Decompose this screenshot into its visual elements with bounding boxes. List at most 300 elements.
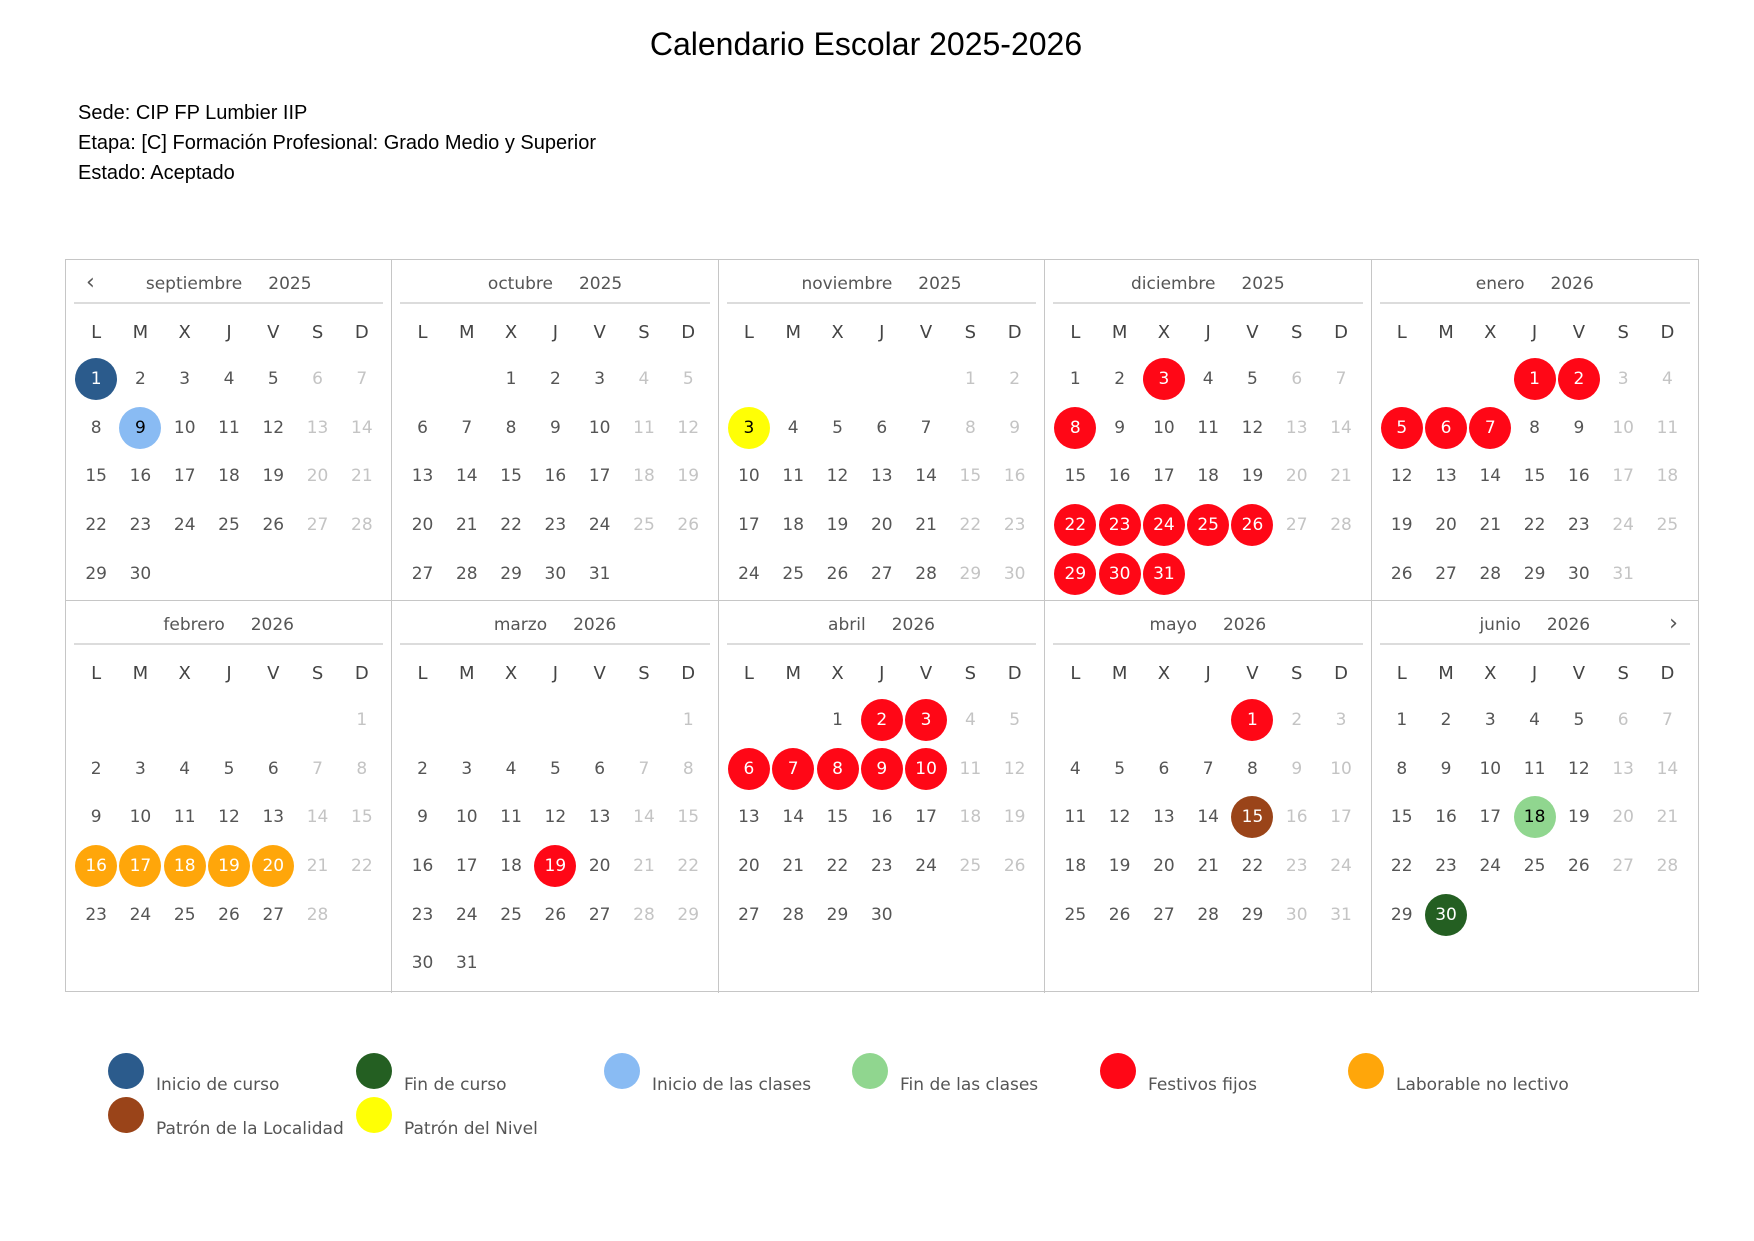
day-cell[interactable] (533, 549, 577, 598)
day-cell[interactable] (207, 745, 251, 794)
day-cell[interactable] (1053, 842, 1097, 891)
day-cell[interactable] (1142, 549, 1186, 598)
day-cell[interactable] (533, 745, 577, 794)
day-cell[interactable] (1053, 501, 1097, 550)
day-cell[interactable] (1601, 452, 1645, 501)
day-cell[interactable] (533, 842, 577, 891)
day-cell[interactable] (1512, 842, 1556, 891)
day-cell[interactable] (1097, 793, 1141, 842)
day-cell[interactable] (1468, 501, 1512, 550)
day-cell[interactable] (1186, 842, 1230, 891)
day-cell[interactable] (727, 549, 771, 598)
day-cell[interactable] (1097, 549, 1141, 598)
day-cell[interactable] (251, 793, 295, 842)
chevron-right-icon[interactable]: › (1669, 611, 1678, 636)
day-cell[interactable] (163, 452, 207, 501)
day-cell[interactable] (340, 745, 384, 794)
day-cell[interactable] (993, 842, 1037, 891)
day-cell[interactable] (1468, 842, 1512, 891)
day-cell[interactable] (251, 501, 295, 550)
day-cell[interactable] (815, 404, 859, 453)
day-cell[interactable] (727, 501, 771, 550)
day-cell[interactable] (815, 890, 859, 939)
day-cell[interactable] (1275, 745, 1319, 794)
day-cell[interactable] (622, 890, 666, 939)
day-cell[interactable] (118, 355, 162, 404)
day-cell[interactable] (578, 842, 622, 891)
day-cell[interactable] (118, 745, 162, 794)
day-cell[interactable] (904, 793, 948, 842)
day-cell[interactable] (1645, 696, 1689, 745)
day-cell[interactable] (1142, 842, 1186, 891)
day-cell[interactable] (666, 890, 710, 939)
day-cell[interactable] (860, 842, 904, 891)
day-cell[interactable] (1424, 696, 1468, 745)
day-cell[interactable] (948, 355, 992, 404)
day-cell[interactable] (1601, 745, 1645, 794)
day-cell[interactable] (207, 890, 251, 939)
day-cell[interactable] (622, 404, 666, 453)
day-cell[interactable] (771, 842, 815, 891)
day-cell[interactable] (74, 404, 118, 453)
day-cell[interactable] (1319, 745, 1363, 794)
day-cell[interactable] (771, 793, 815, 842)
day-cell[interactable] (1053, 452, 1097, 501)
day-cell[interactable] (1186, 404, 1230, 453)
day-cell[interactable] (1097, 452, 1141, 501)
day-cell[interactable] (1380, 842, 1424, 891)
day-cell[interactable] (340, 404, 384, 453)
day-cell[interactable] (666, 355, 710, 404)
day-cell[interactable] (445, 404, 489, 453)
day-cell[interactable] (1512, 793, 1556, 842)
day-cell[interactable] (251, 842, 295, 891)
day-cell[interactable] (727, 404, 771, 453)
day-cell[interactable] (1186, 745, 1230, 794)
day-cell[interactable] (1319, 890, 1363, 939)
day-cell[interactable] (860, 745, 904, 794)
day-cell[interactable] (1275, 501, 1319, 550)
day-cell[interactable] (1319, 452, 1363, 501)
day-cell[interactable] (74, 793, 118, 842)
day-cell[interactable] (578, 745, 622, 794)
day-cell[interactable] (1053, 549, 1097, 598)
day-cell[interactable] (1230, 355, 1274, 404)
day-cell[interactable] (993, 404, 1037, 453)
day-cell[interactable] (771, 890, 815, 939)
day-cell[interactable] (1557, 842, 1601, 891)
day-cell[interactable] (1380, 696, 1424, 745)
day-cell[interactable] (1275, 842, 1319, 891)
day-cell[interactable] (1601, 696, 1645, 745)
day-cell[interactable] (489, 404, 533, 453)
day-cell[interactable] (207, 404, 251, 453)
day-cell[interactable] (622, 793, 666, 842)
day-cell[interactable] (118, 793, 162, 842)
day-cell[interactable] (445, 939, 489, 988)
day-cell[interactable] (1142, 793, 1186, 842)
day-cell[interactable] (400, 793, 444, 842)
day-cell[interactable] (207, 452, 251, 501)
day-cell[interactable] (904, 501, 948, 550)
day-cell[interactable] (1380, 793, 1424, 842)
day-cell[interactable] (1380, 452, 1424, 501)
day-cell[interactable] (1645, 745, 1689, 794)
day-cell[interactable] (74, 842, 118, 891)
day-cell[interactable] (578, 452, 622, 501)
day-cell[interactable] (860, 696, 904, 745)
day-cell[interactable] (622, 745, 666, 794)
day-cell[interactable] (1097, 842, 1141, 891)
day-cell[interactable] (163, 355, 207, 404)
day-cell[interactable] (1186, 501, 1230, 550)
day-cell[interactable] (1053, 355, 1097, 404)
day-cell[interactable] (948, 404, 992, 453)
day-cell[interactable] (666, 842, 710, 891)
day-cell[interactable] (163, 842, 207, 891)
day-cell[interactable] (1557, 501, 1601, 550)
day-cell[interactable] (295, 501, 339, 550)
day-cell[interactable] (1468, 696, 1512, 745)
day-cell[interactable] (1601, 501, 1645, 550)
day-cell[interactable] (1230, 501, 1274, 550)
day-cell[interactable] (727, 890, 771, 939)
day-cell[interactable] (118, 549, 162, 598)
day-cell[interactable] (904, 452, 948, 501)
day-cell[interactable] (445, 890, 489, 939)
chevron-left-icon[interactable]: ‹ (86, 270, 95, 295)
day-cell[interactable] (1186, 452, 1230, 501)
day-cell[interactable] (1142, 501, 1186, 550)
day-cell[interactable] (948, 549, 992, 598)
day-cell[interactable] (118, 890, 162, 939)
day-cell[interactable] (727, 793, 771, 842)
day-cell[interactable] (1275, 793, 1319, 842)
day-cell[interactable] (1601, 842, 1645, 891)
day-cell[interactable] (295, 404, 339, 453)
day-cell[interactable] (1319, 501, 1363, 550)
day-cell[interactable] (1512, 745, 1556, 794)
day-cell[interactable] (1186, 890, 1230, 939)
day-cell[interactable] (400, 890, 444, 939)
day-cell[interactable] (1468, 549, 1512, 598)
day-cell[interactable] (904, 549, 948, 598)
day-cell[interactable] (489, 452, 533, 501)
day-cell[interactable] (489, 745, 533, 794)
day-cell[interactable] (1557, 745, 1601, 794)
day-cell[interactable] (948, 745, 992, 794)
day-cell[interactable] (251, 452, 295, 501)
day-cell[interactable] (1424, 890, 1468, 939)
day-cell[interactable] (860, 452, 904, 501)
day-cell[interactable] (1230, 842, 1274, 891)
day-cell[interactable] (1230, 890, 1274, 939)
day-cell[interactable] (860, 549, 904, 598)
day-cell[interactable] (815, 745, 859, 794)
day-cell[interactable] (1380, 890, 1424, 939)
day-cell[interactable] (295, 793, 339, 842)
day-cell[interactable] (1601, 549, 1645, 598)
day-cell[interactable] (1319, 696, 1363, 745)
day-cell[interactable] (207, 793, 251, 842)
day-cell[interactable] (400, 939, 444, 988)
day-cell[interactable] (815, 549, 859, 598)
day-cell[interactable] (1557, 793, 1601, 842)
day-cell[interactable] (993, 549, 1037, 598)
day-cell[interactable] (1645, 501, 1689, 550)
day-cell[interactable] (340, 842, 384, 891)
day-cell[interactable] (445, 745, 489, 794)
day-cell[interactable] (1468, 793, 1512, 842)
day-cell[interactable] (118, 404, 162, 453)
day-cell[interactable] (815, 842, 859, 891)
day-cell[interactable] (489, 793, 533, 842)
day-cell[interactable] (445, 452, 489, 501)
day-cell[interactable] (295, 890, 339, 939)
day-cell[interactable] (445, 842, 489, 891)
day-cell[interactable] (860, 404, 904, 453)
day-cell[interactable] (578, 549, 622, 598)
day-cell[interactable] (1512, 501, 1556, 550)
day-cell[interactable] (1424, 501, 1468, 550)
day-cell[interactable] (578, 501, 622, 550)
day-cell[interactable] (1512, 452, 1556, 501)
day-cell[interactable] (1097, 355, 1141, 404)
day-cell[interactable] (1230, 404, 1274, 453)
day-cell[interactable] (118, 842, 162, 891)
day-cell[interactable] (1186, 355, 1230, 404)
day-cell[interactable] (489, 842, 533, 891)
day-cell[interactable] (1186, 793, 1230, 842)
day-cell[interactable] (948, 842, 992, 891)
day-cell[interactable] (815, 696, 859, 745)
day-cell[interactable] (1097, 404, 1141, 453)
day-cell[interactable] (1053, 793, 1097, 842)
day-cell[interactable] (489, 549, 533, 598)
day-cell[interactable] (1142, 404, 1186, 453)
day-cell[interactable] (1230, 745, 1274, 794)
day-cell[interactable] (251, 404, 295, 453)
day-cell[interactable] (1380, 404, 1424, 453)
day-cell[interactable] (666, 696, 710, 745)
day-cell[interactable] (340, 501, 384, 550)
day-cell[interactable] (622, 501, 666, 550)
day-cell[interactable] (251, 355, 295, 404)
day-cell[interactable] (295, 355, 339, 404)
day-cell[interactable] (771, 745, 815, 794)
day-cell[interactable] (1319, 404, 1363, 453)
day-cell[interactable] (340, 793, 384, 842)
day-cell[interactable] (578, 793, 622, 842)
day-cell[interactable] (533, 890, 577, 939)
day-cell[interactable] (163, 745, 207, 794)
day-cell[interactable] (74, 355, 118, 404)
day-cell[interactable] (1424, 452, 1468, 501)
day-cell[interactable] (948, 452, 992, 501)
day-cell[interactable] (163, 404, 207, 453)
day-cell[interactable] (1512, 404, 1556, 453)
day-cell[interactable] (533, 355, 577, 404)
day-cell[interactable] (948, 501, 992, 550)
day-cell[interactable] (1097, 890, 1141, 939)
day-cell[interactable] (1380, 501, 1424, 550)
day-cell[interactable] (1424, 549, 1468, 598)
day-cell[interactable] (1645, 842, 1689, 891)
day-cell[interactable] (533, 404, 577, 453)
day-cell[interactable] (400, 745, 444, 794)
day-cell[interactable] (489, 355, 533, 404)
day-cell[interactable] (860, 501, 904, 550)
day-cell[interactable] (1424, 404, 1468, 453)
day-cell[interactable] (118, 501, 162, 550)
day-cell[interactable] (340, 355, 384, 404)
day-cell[interactable] (993, 452, 1037, 501)
day-cell[interactable] (666, 452, 710, 501)
day-cell[interactable] (666, 745, 710, 794)
day-cell[interactable] (163, 890, 207, 939)
day-cell[interactable] (400, 842, 444, 891)
day-cell[interactable] (1142, 745, 1186, 794)
day-cell[interactable] (771, 404, 815, 453)
day-cell[interactable] (1601, 355, 1645, 404)
day-cell[interactable] (163, 793, 207, 842)
day-cell[interactable] (489, 890, 533, 939)
day-cell[interactable] (1142, 890, 1186, 939)
day-cell[interactable] (1512, 696, 1556, 745)
day-cell[interactable] (1557, 696, 1601, 745)
day-cell[interactable] (400, 452, 444, 501)
day-cell[interactable] (1380, 745, 1424, 794)
day-cell[interactable] (118, 452, 162, 501)
day-cell[interactable] (666, 793, 710, 842)
day-cell[interactable] (207, 355, 251, 404)
day-cell[interactable] (1142, 355, 1186, 404)
day-cell[interactable] (948, 696, 992, 745)
day-cell[interactable] (622, 842, 666, 891)
day-cell[interactable] (1275, 696, 1319, 745)
day-cell[interactable] (1557, 549, 1601, 598)
day-cell[interactable] (1275, 355, 1319, 404)
day-cell[interactable] (1512, 549, 1556, 598)
day-cell[interactable] (578, 890, 622, 939)
day-cell[interactable] (1512, 355, 1556, 404)
day-cell[interactable] (904, 696, 948, 745)
day-cell[interactable] (207, 842, 251, 891)
day-cell[interactable] (533, 793, 577, 842)
day-cell[interactable] (340, 452, 384, 501)
day-cell[interactable] (993, 355, 1037, 404)
day-cell[interactable] (1230, 452, 1274, 501)
day-cell[interactable] (993, 793, 1037, 842)
day-cell[interactable] (1468, 404, 1512, 453)
day-cell[interactable] (251, 890, 295, 939)
day-cell[interactable] (666, 404, 710, 453)
day-cell[interactable] (1319, 793, 1363, 842)
day-cell[interactable] (771, 501, 815, 550)
day-cell[interactable] (1097, 745, 1141, 794)
day-cell[interactable] (1230, 696, 1274, 745)
day-cell[interactable] (1645, 793, 1689, 842)
day-cell[interactable] (340, 696, 384, 745)
day-cell[interactable] (771, 549, 815, 598)
day-cell[interactable] (1275, 890, 1319, 939)
day-cell[interactable] (1097, 501, 1141, 550)
day-cell[interactable] (295, 842, 339, 891)
day-cell[interactable] (1468, 745, 1512, 794)
day-cell[interactable] (1275, 452, 1319, 501)
day-cell[interactable] (1319, 355, 1363, 404)
day-cell[interactable] (1601, 404, 1645, 453)
day-cell[interactable] (1424, 793, 1468, 842)
day-cell[interactable] (1645, 452, 1689, 501)
day-cell[interactable] (533, 501, 577, 550)
day-cell[interactable] (445, 793, 489, 842)
day-cell[interactable] (815, 793, 859, 842)
day-cell[interactable] (1275, 404, 1319, 453)
day-cell[interactable] (860, 890, 904, 939)
day-cell[interactable] (1053, 890, 1097, 939)
day-cell[interactable] (904, 404, 948, 453)
day-cell[interactable] (1053, 745, 1097, 794)
day-cell[interactable] (74, 501, 118, 550)
day-cell[interactable] (74, 452, 118, 501)
day-cell[interactable] (1645, 355, 1689, 404)
day-cell[interactable] (400, 404, 444, 453)
day-cell[interactable] (445, 501, 489, 550)
day-cell[interactable] (533, 452, 577, 501)
day-cell[interactable] (771, 452, 815, 501)
day-cell[interactable] (74, 890, 118, 939)
day-cell[interactable] (1468, 452, 1512, 501)
day-cell[interactable] (1645, 404, 1689, 453)
day-cell[interactable] (993, 696, 1037, 745)
day-cell[interactable] (904, 745, 948, 794)
day-cell[interactable] (815, 501, 859, 550)
day-cell[interactable] (1380, 549, 1424, 598)
day-cell[interactable] (1142, 452, 1186, 501)
day-cell[interactable] (1230, 793, 1274, 842)
day-cell[interactable] (993, 745, 1037, 794)
day-cell[interactable] (445, 549, 489, 598)
day-cell[interactable] (251, 745, 295, 794)
day-cell[interactable] (163, 501, 207, 550)
day-cell[interactable] (400, 549, 444, 598)
day-cell[interactable] (1557, 355, 1601, 404)
day-cell[interactable] (1557, 452, 1601, 501)
day-cell[interactable] (727, 452, 771, 501)
day-cell[interactable] (74, 745, 118, 794)
day-cell[interactable] (1424, 842, 1468, 891)
day-cell[interactable] (815, 452, 859, 501)
day-cell[interactable] (993, 501, 1037, 550)
day-cell[interactable] (74, 549, 118, 598)
day-cell[interactable] (1557, 404, 1601, 453)
day-cell[interactable] (400, 501, 444, 550)
day-cell[interactable] (1601, 793, 1645, 842)
day-cell[interactable] (1053, 404, 1097, 453)
day-cell[interactable] (622, 452, 666, 501)
day-cell[interactable] (207, 501, 251, 550)
day-cell[interactable] (860, 793, 904, 842)
day-cell[interactable] (904, 842, 948, 891)
day-cell[interactable] (948, 793, 992, 842)
day-cell[interactable] (578, 404, 622, 453)
day-cell[interactable] (622, 355, 666, 404)
day-cell[interactable] (727, 745, 771, 794)
day-cell[interactable] (666, 501, 710, 550)
day-cell[interactable] (295, 745, 339, 794)
day-cell[interactable] (295, 452, 339, 501)
